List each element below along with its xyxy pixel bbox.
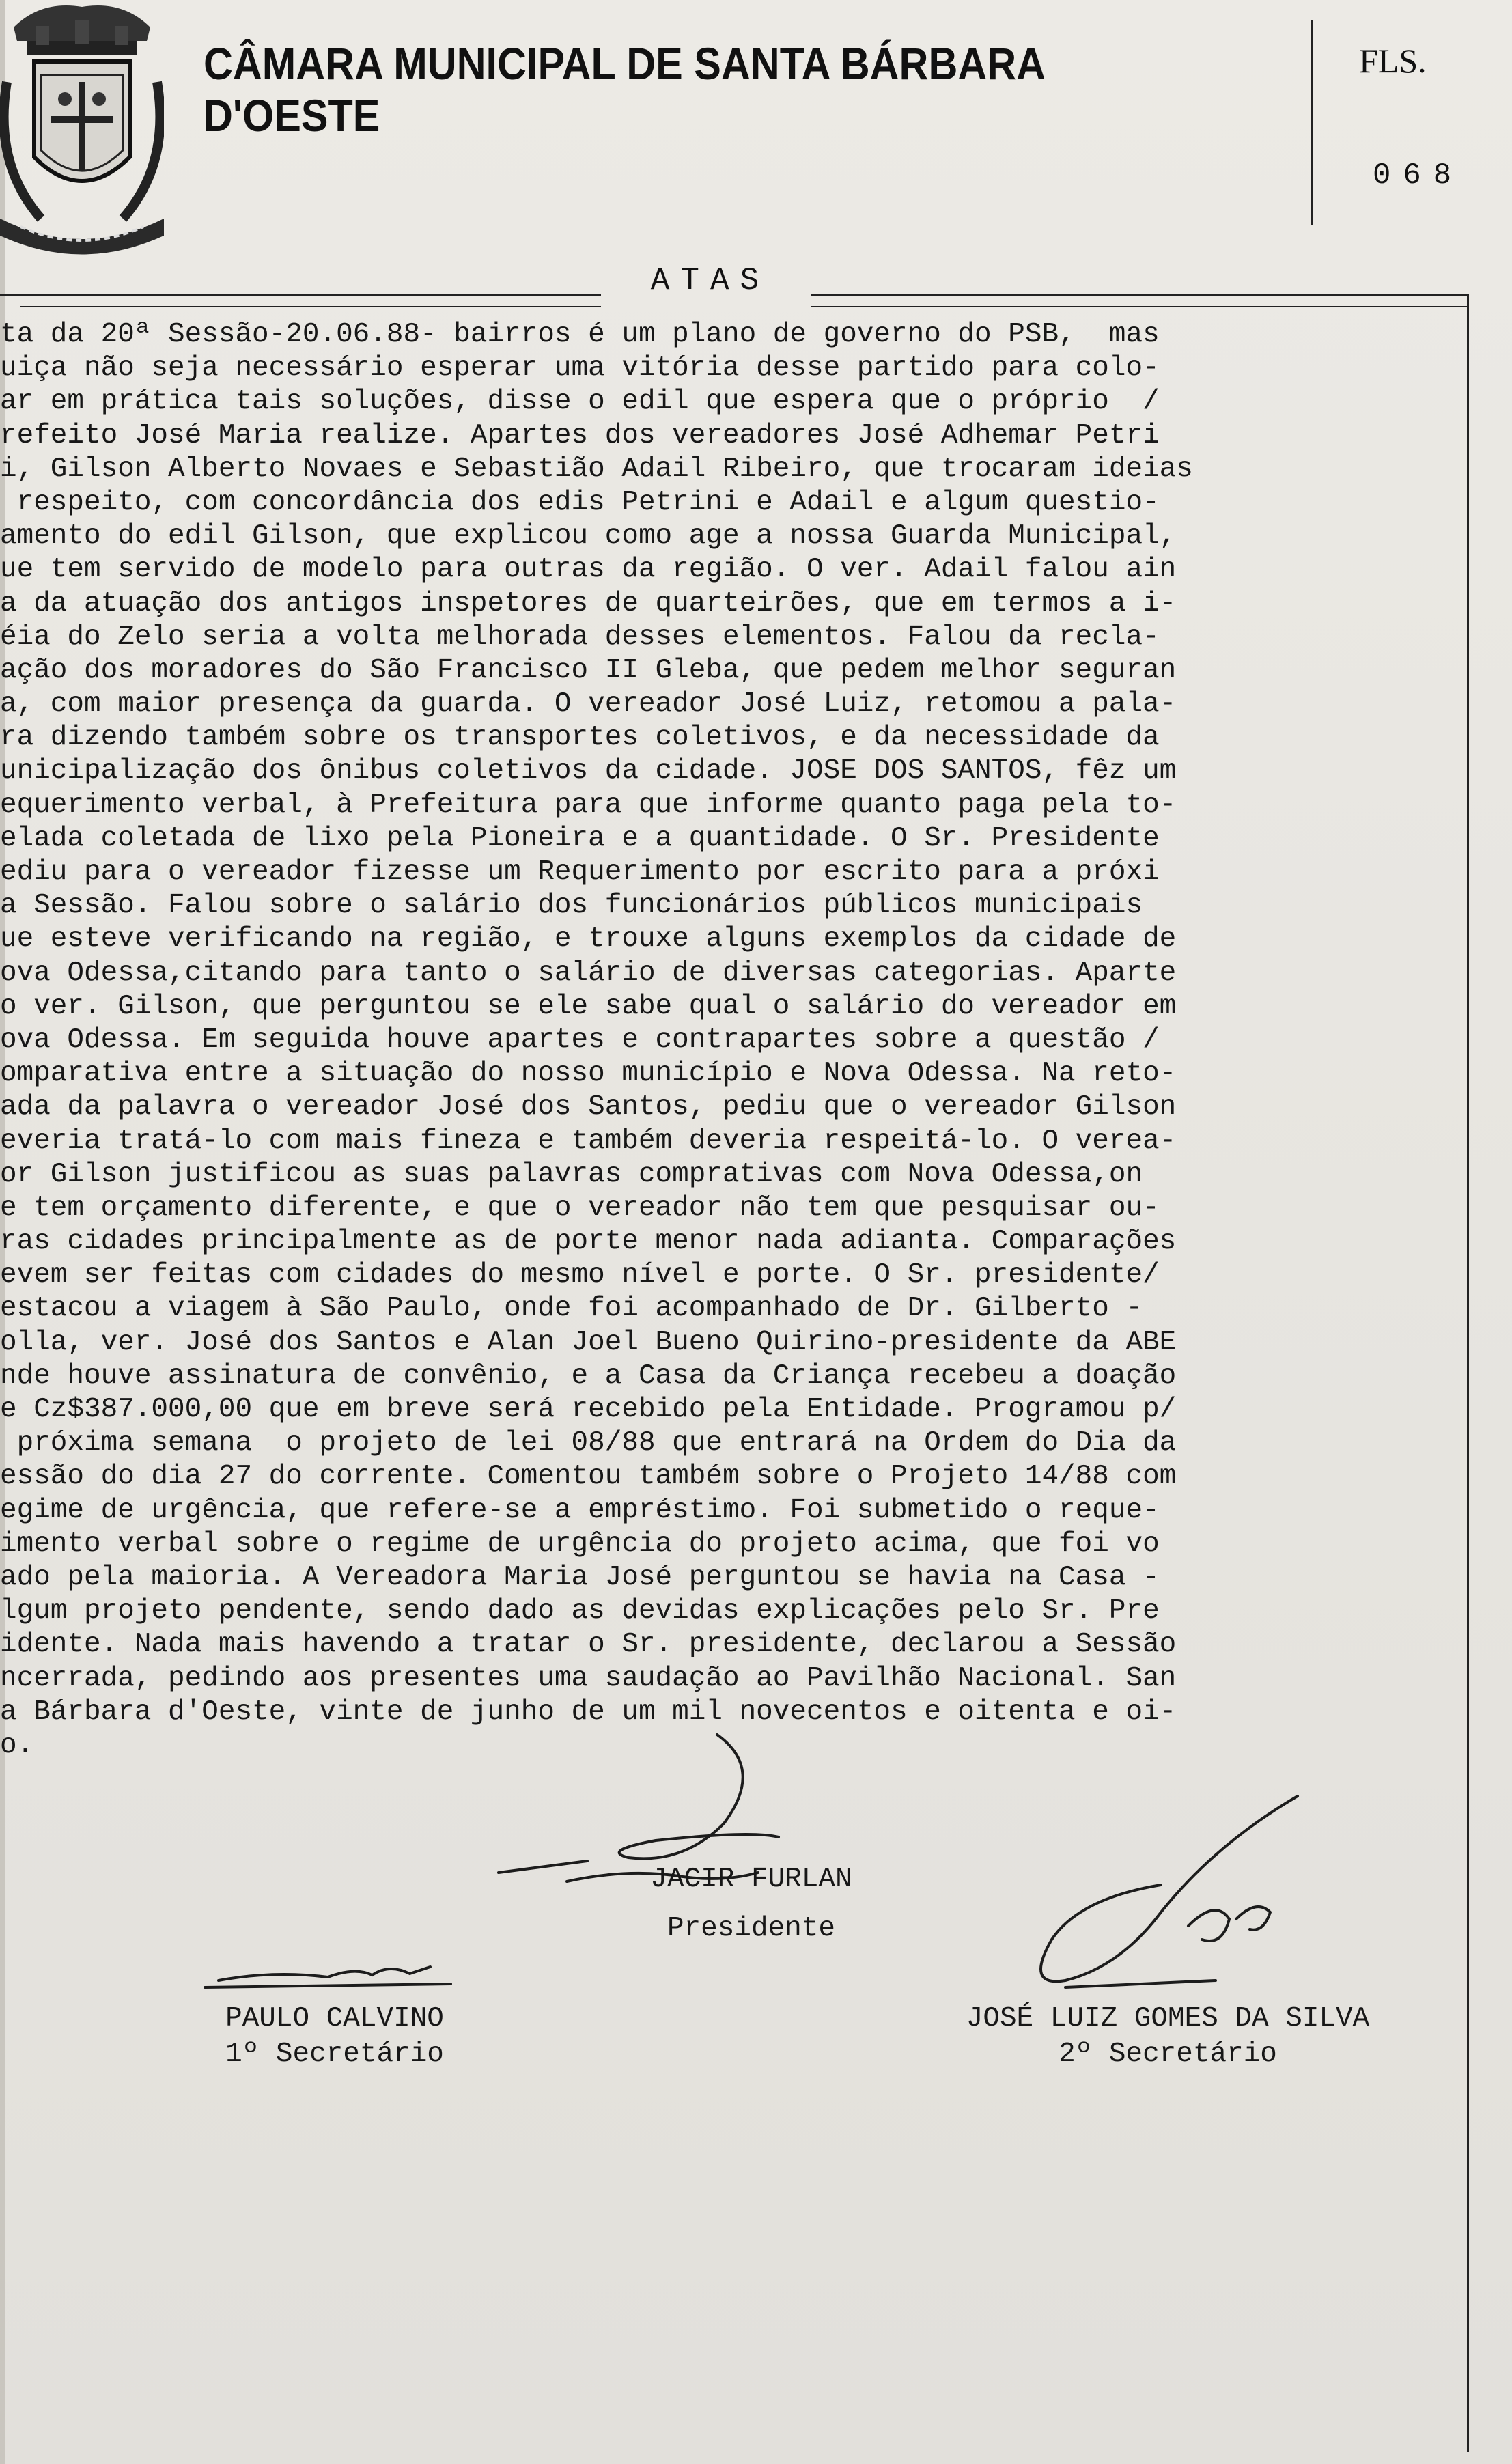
minutes-line: ncerrada, pedindo aos presentes uma saudação ao Pavilhão Nacional. San: [0, 1662, 1177, 1694]
minutes-line: i, Gilson Alberto Novaes e Sebastião Adail Ribeiro, que trocaram ideias: [0, 453, 1193, 485]
header-rule-right: [811, 294, 1467, 296]
minutes-line: or Gilson justificou as suas palavras comprativas com Nova Odessa,on: [0, 1158, 1143, 1190]
minutes-line: amento do edil Gilson, que explicou como age a nossa Guarda Municipal,: [0, 520, 1177, 552]
minutes-line: ação dos moradores do São Francisco II Gleba, que pedem melhor seguran: [0, 654, 1177, 686]
minutes-line: nde houve assinatura de convênio, e a Casa da Criança recebeu a doação: [0, 1360, 1177, 1392]
minutes-line: e Cz$387.000,00 que em breve será recebido pela Entidade. Programou p/: [0, 1394, 1177, 1425]
second-secretary-signature-block: [908, 2001, 1427, 2072]
minutes-line: respeito, com concordância dos edis Petrini e Adail e algum questio-: [0, 486, 1160, 518]
fls-label: FLS.: [1359, 42, 1427, 80]
minutes-line: éia do Zelo seria a volta melhorada desses elementos. Falou da recla-: [0, 621, 1160, 653]
minutes-line: o.: [0, 1729, 34, 1761]
header-rule-right-inner: [811, 306, 1467, 307]
minutes-line: ada da palavra o vereador José dos Santos, pediu que o vereador Gilson: [0, 1091, 1177, 1123]
minutes-line: estacou a viagem à São Paulo, onde foi acompanhado de Dr. Gilberto -: [0, 1293, 1143, 1325]
minutes-line: egime de urgência, que refere-se a empréstimo. Foi submetido o reque-: [0, 1494, 1160, 1526]
minutes-line: a, com maior presença da guarda. O vereador José Luiz, retomou a pala-: [0, 688, 1177, 720]
minutes-line: a Sessão. Falou sobre o salário dos funcionários públicos municipais: [0, 890, 1143, 922]
minutes-line: o ver. Gilson, que perguntou se ele sabe qual o salário do vereador em: [0, 990, 1177, 1022]
minutes-line: ediu para o vereador fizesse um Requerimento por escrito para a próxi: [0, 856, 1160, 888]
president-signature-block: [560, 1862, 942, 1946]
minutes-line: ra dizendo também sobre os transportes coletivos, e da necessidade da: [0, 722, 1160, 754]
minutes-line: ova Odessa,citando para tanto o salário de diversas categorias. Aparte: [0, 957, 1177, 989]
minutes-line: omparativa entre a situação do nosso município e Nova Odessa. Na reto-: [0, 1058, 1177, 1090]
first-secretary-role: 1º Secretário: [225, 2039, 444, 2070]
first-secretary-name: PAULO CALVINO: [225, 2003, 444, 2034]
minutes-line: olla, ver. José dos Santos e Alan Joel Bueno Quirino-presidente da ABE: [0, 1326, 1177, 1358]
minutes-line: essão do dia 27 do corrente. Comentou também sobre o Projeto 14/88 com: [0, 1461, 1177, 1493]
president-name: JACIR FURLAN: [650, 1864, 852, 1895]
municipal-crest-logo: [0, 0, 164, 260]
section-label: ATAS: [650, 263, 770, 298]
minutes-line: ova Odessa. Em seguida houve apartes e contrapartes sobre a questão /: [0, 1024, 1160, 1056]
president-role: Presidente: [667, 1913, 836, 1944]
institution-title: CÂMARA MUNICIPAL DE SANTA BÁRBARA D'OESTE: [204, 38, 1044, 141]
minutes-line: refeito José Maria realize. Apartes dos vereadores José Adhemar Petri: [0, 419, 1160, 451]
header-divider: [1311, 20, 1313, 225]
second-secretary-name: JOSÉ LUIZ GOMES DA SILVA: [966, 2003, 1370, 2034]
minutes-line: everia tratá-lo com mais fineza e também deveria respeitá-lo. O verea-: [0, 1125, 1177, 1157]
minutes-line: ar em prática tais soluções, disse o edil que espera que o próprio /: [0, 386, 1160, 418]
minutes-line: unicipalização dos ônibus coletivos da cidade. JOSE DOS SANTOS, fêz um: [0, 755, 1177, 787]
minutes-text: [0, 318, 1461, 1763]
minutes-line: a da atuação dos antigos inspetores de quarteirões, que em termos a i-: [0, 587, 1177, 619]
header-rule-left-inner: [20, 306, 601, 307]
minutes-line: próxima semana o projeto de lei 08/88 que entrará na Ordem do Dia da: [0, 1427, 1177, 1459]
frame-right-border: [1467, 294, 1469, 2452]
minutes-line: elada coletada de lixo pela Pioneira e a quantidade. O Sr. Presidente: [0, 822, 1160, 854]
minutes-line: ado pela maioria. A Vereadora Maria José perguntou se havia na Casa -: [0, 1561, 1160, 1593]
minutes-line: a Bárbara d'Oeste, vinte de junho de um mil novecentos e oitenta e oi-: [0, 1696, 1177, 1728]
page-number: 068: [1373, 158, 1464, 193]
minutes-line: e tem orçamento diferente, e que o vereador não tem que pesquisar ou-: [0, 1192, 1160, 1224]
minutes-line: lgum projeto pendente, sendo dado as devidas explicações pelo Sr. Pre: [0, 1595, 1160, 1627]
minutes-line: idente. Nada mais havendo a tratar o Sr. presidente, declarou a Sessão: [0, 1629, 1177, 1661]
minutes-line: imento verbal sobre o regime de urgência do projeto acima, que foi vo: [0, 1528, 1160, 1560]
second-secretary-role: 2º Secretário: [1059, 2039, 1277, 2070]
first-secretary-signature-block: [143, 2001, 526, 2072]
minutes-line: evem ser feitas com cidades do mesmo nível e porte. O Sr. presidente/: [0, 1259, 1160, 1291]
minutes-line: ras cidades principalmente as de porte menor nada adianta. Comparações: [0, 1226, 1177, 1258]
header-rule-left: [0, 294, 601, 296]
minutes-line: ue tem servido de modelo para outras da região. O ver. Adail falou ain: [0, 554, 1177, 586]
minutes-line: ue esteve verificando na região, e trouxe alguns exemplos da cidade de: [0, 923, 1177, 955]
minutes-line: uiça não seja necessário esperar uma vitória desse partido para colo-: [0, 352, 1160, 384]
minutes-line: equerimento verbal, à Prefeitura para que informe quanto paga pela to-: [0, 789, 1177, 821]
minutes-line: ta da 20ª Sessão-20.06.88- bairros é um plano de governo do PSB, mas: [0, 319, 1160, 350]
